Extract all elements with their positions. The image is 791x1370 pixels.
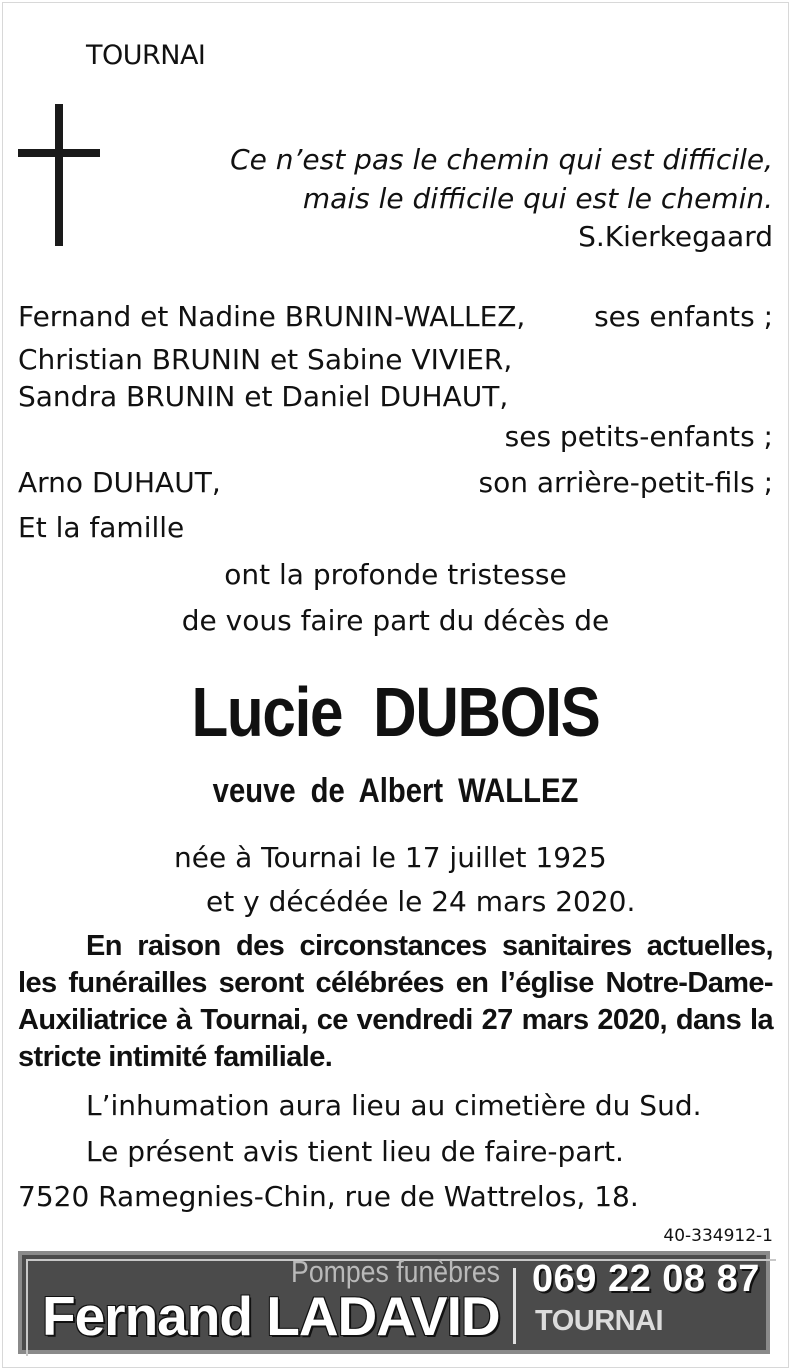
banner-divider (513, 1268, 516, 1344)
burial-line: L’inhumation aura lieu au cimetière du Sud. (86, 1089, 702, 1122)
funeral-home-phone: 069 22 08 87 (532, 1258, 760, 1300)
funeral-home-label: Pompes funèbres (291, 1254, 500, 1289)
children-names: Fernand et Nadine BRUNIN-WALLEZ, (18, 300, 526, 333)
address-line: 7520 Ramegnies-Chin, rue de Wattrelos, 18. (18, 1180, 639, 1213)
funeral-details-text: En raison des circonstances sanitaires actuelles, les funérailles seront célébrées en l’église Notre-Dame-Auxiliatrice à Tournai, ce vendredi 27 mars 2020, dans la stricte intimité familiale. (18, 930, 773, 1073)
great-grandchild: Arno DUHAUT, (18, 466, 221, 499)
grandchild-1: Christian BRUNIN et Sabine VIVIER, (18, 343, 513, 376)
quote-line-1: Ce n’est pas le chemin qui est difficile, (230, 143, 773, 176)
announcement-line-1: ont la profonde tristesse (224, 558, 567, 591)
great-grandchild-role: son arrière-petit-fils ; (478, 466, 773, 499)
notice-line: Le présent avis tient lieu de faire-part. (86, 1135, 624, 1168)
widow-of: veuve de Albert WALLEZ (212, 772, 579, 810)
funeral-home-name: Fernand LADAVID (42, 1285, 500, 1347)
family-line: Et la famille (18, 511, 185, 544)
grandchild-2: Sandra BRUNIN et Daniel DUHAUT, (18, 380, 509, 413)
death-line: et y décédée le 24 mars 2020. (206, 885, 636, 918)
funeral-home-city: TOURNAI (535, 1305, 664, 1337)
birth-line: née à Tournai le 17 juillet 1925 (174, 841, 607, 874)
announcement-line-2: de vous faire part du décès de (181, 604, 610, 637)
grandchildren-role: ses petits-enfants ; (504, 420, 773, 453)
deceased-name: Lucie DUBOIS (191, 673, 600, 751)
funeral-details (18, 928, 773, 1076)
header-city: TOURNAI (86, 40, 206, 71)
reference-number: 40-334912-1 (663, 1226, 773, 1246)
children-role: ses enfants ; (594, 300, 773, 333)
quote-line-2: mais le difficile qui est le chemin. (302, 182, 773, 215)
quote-author: S.Kierkegaard (578, 220, 773, 253)
